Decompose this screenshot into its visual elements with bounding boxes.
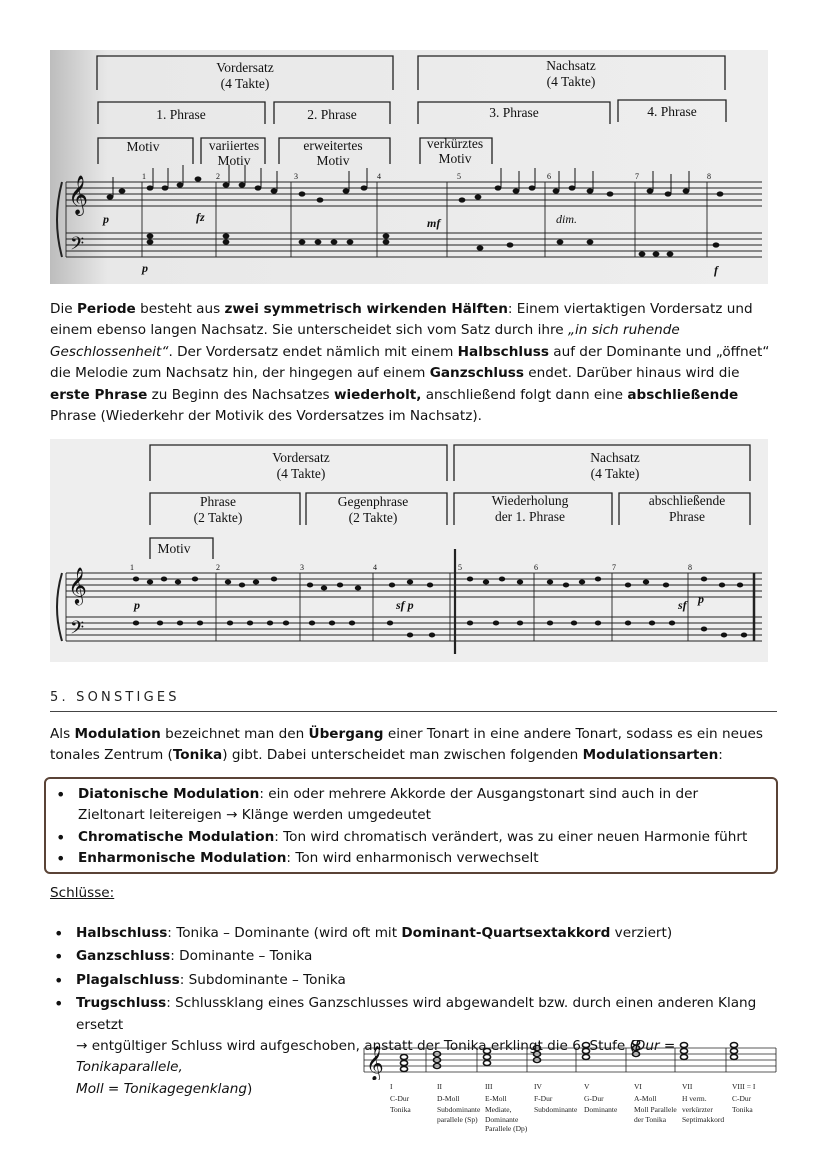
term-modulation: Modulation <box>74 726 161 742</box>
degree-label: VI <box>634 1082 642 1091</box>
text: : Ton wird enharmonisch verwechselt <box>286 850 539 867</box>
degree-label: II <box>437 1082 442 1091</box>
list-item <box>52 827 764 848</box>
quote-geschlossenheit: „in sich ruhende Geschlossenheit“ <box>50 322 680 360</box>
text: besteht aus <box>135 301 225 317</box>
dynamic-p-bass: p <box>142 261 148 275</box>
list-item <box>50 923 780 944</box>
dynamic-p-2: p <box>698 592 704 606</box>
treble-clef-icon: 𝄞 <box>366 1047 384 1080</box>
key-label: A-Moll <box>634 1093 657 1103</box>
wiederholung-label: Wiederholung <box>491 493 569 508</box>
text: Dur = Tonikaparallele, <box>76 1038 676 1076</box>
nachsatz-length: (4 Takte) <box>590 466 640 481</box>
scale-degrees-figure <box>362 1040 782 1144</box>
dynamic-sf-p: sf p <box>396 598 414 612</box>
function-label: verkürzter Septimakkord <box>682 1105 725 1124</box>
phrase-label: Phrase <box>200 494 236 509</box>
text: : ein oder mehrere Akkorde der Ausgangstonart sind auch in der Zieltonart leitereigen → Klänge werden umgedeutet <box>78 786 699 824</box>
measure-8-number: 8 <box>688 563 692 572</box>
term-chromatisch: Chromatische Modulation <box>78 828 275 845</box>
text: : Schlussklang eines Ganzschlusses wird abgewandelt bzw. durch einen anderen Klang ersetzt <box>76 995 757 1033</box>
text: : Dominante – Tonika <box>170 948 313 965</box>
term-erste-phrase: erste Phrase <box>50 386 148 403</box>
motiv-label: Motiv <box>157 541 191 556</box>
text: einer Tonart in eine andere Tonart, sodass es ein neues tonales Zentrum ( <box>50 726 764 764</box>
degree-label: III <box>485 1082 493 1091</box>
measure-5-number: 5 <box>457 172 461 181</box>
text: : Tonika – Dominante (wird oft mit <box>167 925 402 941</box>
nachsatz-label: Nachsatz <box>590 450 640 465</box>
term-halbschluss: Halbschluss <box>76 925 168 941</box>
measure-2-number: 2 <box>216 563 220 572</box>
text: → entgültiger Schluss wird aufgeschoben, anstatt der Tonika erklingt die 6. Stufe ( <box>76 1038 635 1055</box>
measure-1-number: 1 <box>142 172 146 181</box>
key-label: D-Moll <box>437 1093 460 1103</box>
dynamic-f: f <box>714 263 718 277</box>
term-ganzschluss: Ganzschluss <box>76 948 171 965</box>
erweitertes-motiv-label: Motiv <box>316 153 350 168</box>
treble-clef-icon: 𝄞 <box>68 177 89 214</box>
list-item <box>52 784 764 827</box>
wiederholung-phrase-label: der 1. Phrase <box>494 509 566 524</box>
list-item <box>52 848 764 869</box>
text: Die <box>50 301 77 317</box>
dynamic-mf: mf <box>427 216 441 230</box>
degree-label: VIII = I <box>732 1082 756 1091</box>
phrase-2-label: 2. Phrase <box>307 107 357 122</box>
vordersatz-length: (4 Takte) <box>276 466 326 481</box>
key-label: H verm. <box>682 1093 707 1103</box>
text: : Ton wird chromatisch verändert, was zu einer neuen Harmonie führt <box>274 828 748 845</box>
gegenphrase-length: (2 Takte) <box>348 510 398 525</box>
scale-degree-4 <box>534 1082 582 1115</box>
vordersatz-label: Vordersatz <box>216 60 274 75</box>
scale-degree-5 <box>584 1082 628 1115</box>
function-label: Subdominante parallele (Sp) <box>437 1105 481 1124</box>
key-label: E-Moll <box>485 1093 507 1103</box>
scale-degree-3 <box>485 1082 529 1134</box>
phrase-length: (2 Takte) <box>193 510 243 525</box>
function-label: Subdominante <box>534 1105 578 1114</box>
dynamic-fz: fz <box>196 210 205 224</box>
phrase-3-label: 3. Phrase <box>489 105 539 120</box>
variiertes-label: variiertes <box>208 138 260 153</box>
key-label: C-Dur <box>732 1093 752 1103</box>
dynamic-p: p <box>103 212 109 226</box>
section-title: 5. SONSTIGES <box>50 690 180 705</box>
list-item <box>50 946 780 967</box>
modulation-paragraph <box>50 724 780 767</box>
key-label: C-Dur <box>390 1093 410 1103</box>
function-label: Moll Parallele der Tonika <box>634 1105 677 1124</box>
dynamic-dim: dim. <box>556 212 577 226</box>
term-modulationsarten: Modulationsarten <box>582 747 719 764</box>
gegenphrase-label: Gegenphrase <box>337 494 409 509</box>
measure-4-number: 4 <box>377 172 381 181</box>
scale-degree-1 <box>390 1082 438 1115</box>
measure-4-number: 4 <box>373 563 377 572</box>
score-excerpt-1 <box>50 50 768 284</box>
text: : Einem viertaktigen Vordersatz und einem ebenso langen Nachsatz. Sie unterscheidet sich vom Satz durch ihre <box>50 301 753 339</box>
scale-degree-6 <box>634 1082 680 1124</box>
text: zu Beginn des Nachsatzes <box>147 386 334 403</box>
verkuerztes-label: verkürztes <box>426 136 484 151</box>
text: Moll = Tonikagegenklang <box>76 1080 247 1097</box>
term-haelften: zwei symmetrisch wirkenden Hälften <box>224 301 508 317</box>
text: ) gibt. Dabei unterscheidet man zwischen folgenden <box>222 747 583 764</box>
measure-2-number: 2 <box>216 172 220 181</box>
term-trugschluss: Trugschluss <box>76 995 167 1012</box>
variiertes-motiv-label: Motiv <box>217 153 251 168</box>
measure-3-number: 3 <box>300 563 304 572</box>
text: auf der Dominante und „öffnet“ die Melodie zum Nachsatz hin, der hingegen auf einem <box>50 343 770 382</box>
scale-chords <box>400 1040 737 1072</box>
degree-label: VII <box>682 1082 693 1091</box>
degree-label: IV <box>534 1082 542 1091</box>
scale-degree-7 <box>682 1082 730 1124</box>
text: : Subdominante – Tonika <box>179 971 346 988</box>
modulation-types-box <box>44 777 778 874</box>
text: bezeichnet man den <box>160 726 309 742</box>
degree-label: V <box>584 1082 590 1091</box>
term-enharmonisch: Enharmonische Modulation <box>78 850 287 867</box>
text: verziert) <box>610 925 673 941</box>
text: anschließend folgt dann eine <box>421 386 628 403</box>
erweitertes-label: erweitertes <box>303 138 363 153</box>
motiv-label: Motiv <box>126 139 160 154</box>
score-excerpt-2 <box>50 439 768 662</box>
schluesse-heading: Schlüsse: <box>50 885 115 901</box>
function-label: Mediate, Dominante Parallele (Dp) <box>485 1105 528 1133</box>
treble-clef-icon: 𝄞 <box>68 567 87 603</box>
text: : <box>718 747 723 764</box>
measure-5-number: 5 <box>458 563 462 572</box>
degree-label: I <box>390 1082 393 1091</box>
text: Als <box>50 726 75 742</box>
term-diatonisch: Diatonische Modulation <box>78 786 260 802</box>
term-wiederholt: wiederholt, <box>333 386 422 403</box>
term-halbschluss: Halbschluss <box>457 343 549 360</box>
measure-1-number: 1 <box>130 563 134 572</box>
key-label: F-Dur <box>534 1093 553 1103</box>
abschliessende-label: abschließende <box>648 493 726 508</box>
nachsatz-length: (4 Takte) <box>546 74 596 89</box>
term-ganzschluss: Ganzschluss <box>429 365 524 382</box>
periode-paragraph <box>50 299 780 427</box>
list-item <box>50 970 780 991</box>
term-plagalschluss: Plagalschluss <box>76 971 180 988</box>
key-label: G-Dur <box>584 1093 604 1103</box>
bass-clef-icon: 𝄢 <box>70 233 85 258</box>
function-label: Tonika <box>732 1105 753 1114</box>
term-periode: Periode <box>76 301 136 317</box>
measure-7-number: 7 <box>635 172 639 181</box>
term-dominant-quartsextakkord: Dominant-Quartsextakkord <box>401 925 611 941</box>
term-abschliessende: abschließende <box>627 386 739 403</box>
bass-clef-icon: 𝄢 <box>70 617 85 642</box>
phrase-4-label: 4. Phrase <box>647 104 697 119</box>
vordersatz-label: Vordersatz <box>272 450 330 465</box>
phrase-1-label: 1. Phrase <box>156 107 206 122</box>
measure-8-number: 8 <box>707 172 711 181</box>
text: . Der Vordersatz endet nämlich mit einem <box>168 343 458 360</box>
measure-6-number: 6 <box>547 172 551 181</box>
scale-degree-2 <box>437 1082 483 1124</box>
function-label: Dominante <box>584 1105 618 1114</box>
nachsatz-label: Nachsatz <box>546 58 596 73</box>
measure-6-number: 6 <box>534 563 538 572</box>
dynamic-p: p <box>134 598 140 612</box>
scale-degree-8 <box>732 1082 778 1115</box>
term-tonika: Tonika <box>172 747 223 764</box>
dynamic-sf: sf <box>678 598 687 612</box>
vordersatz-length: (4 Takte) <box>220 76 270 91</box>
abschliessende-phrase-label: Phrase <box>669 509 705 524</box>
measure-7-number: 7 <box>612 563 616 572</box>
measure-3-number: 3 <box>294 172 298 181</box>
text: endet. Darüber hinaus wird die <box>523 365 740 382</box>
text: ) <box>247 1080 253 1097</box>
function-label: Tonika <box>390 1105 411 1114</box>
section-divider <box>50 711 777 712</box>
term-uebergang: Übergang <box>308 726 384 742</box>
text: Phrase (Wiederkehr der Motivik des Vordersatzes im Nachsatz). <box>50 408 482 425</box>
verkuerztes-motiv-label: Motiv <box>438 151 472 166</box>
